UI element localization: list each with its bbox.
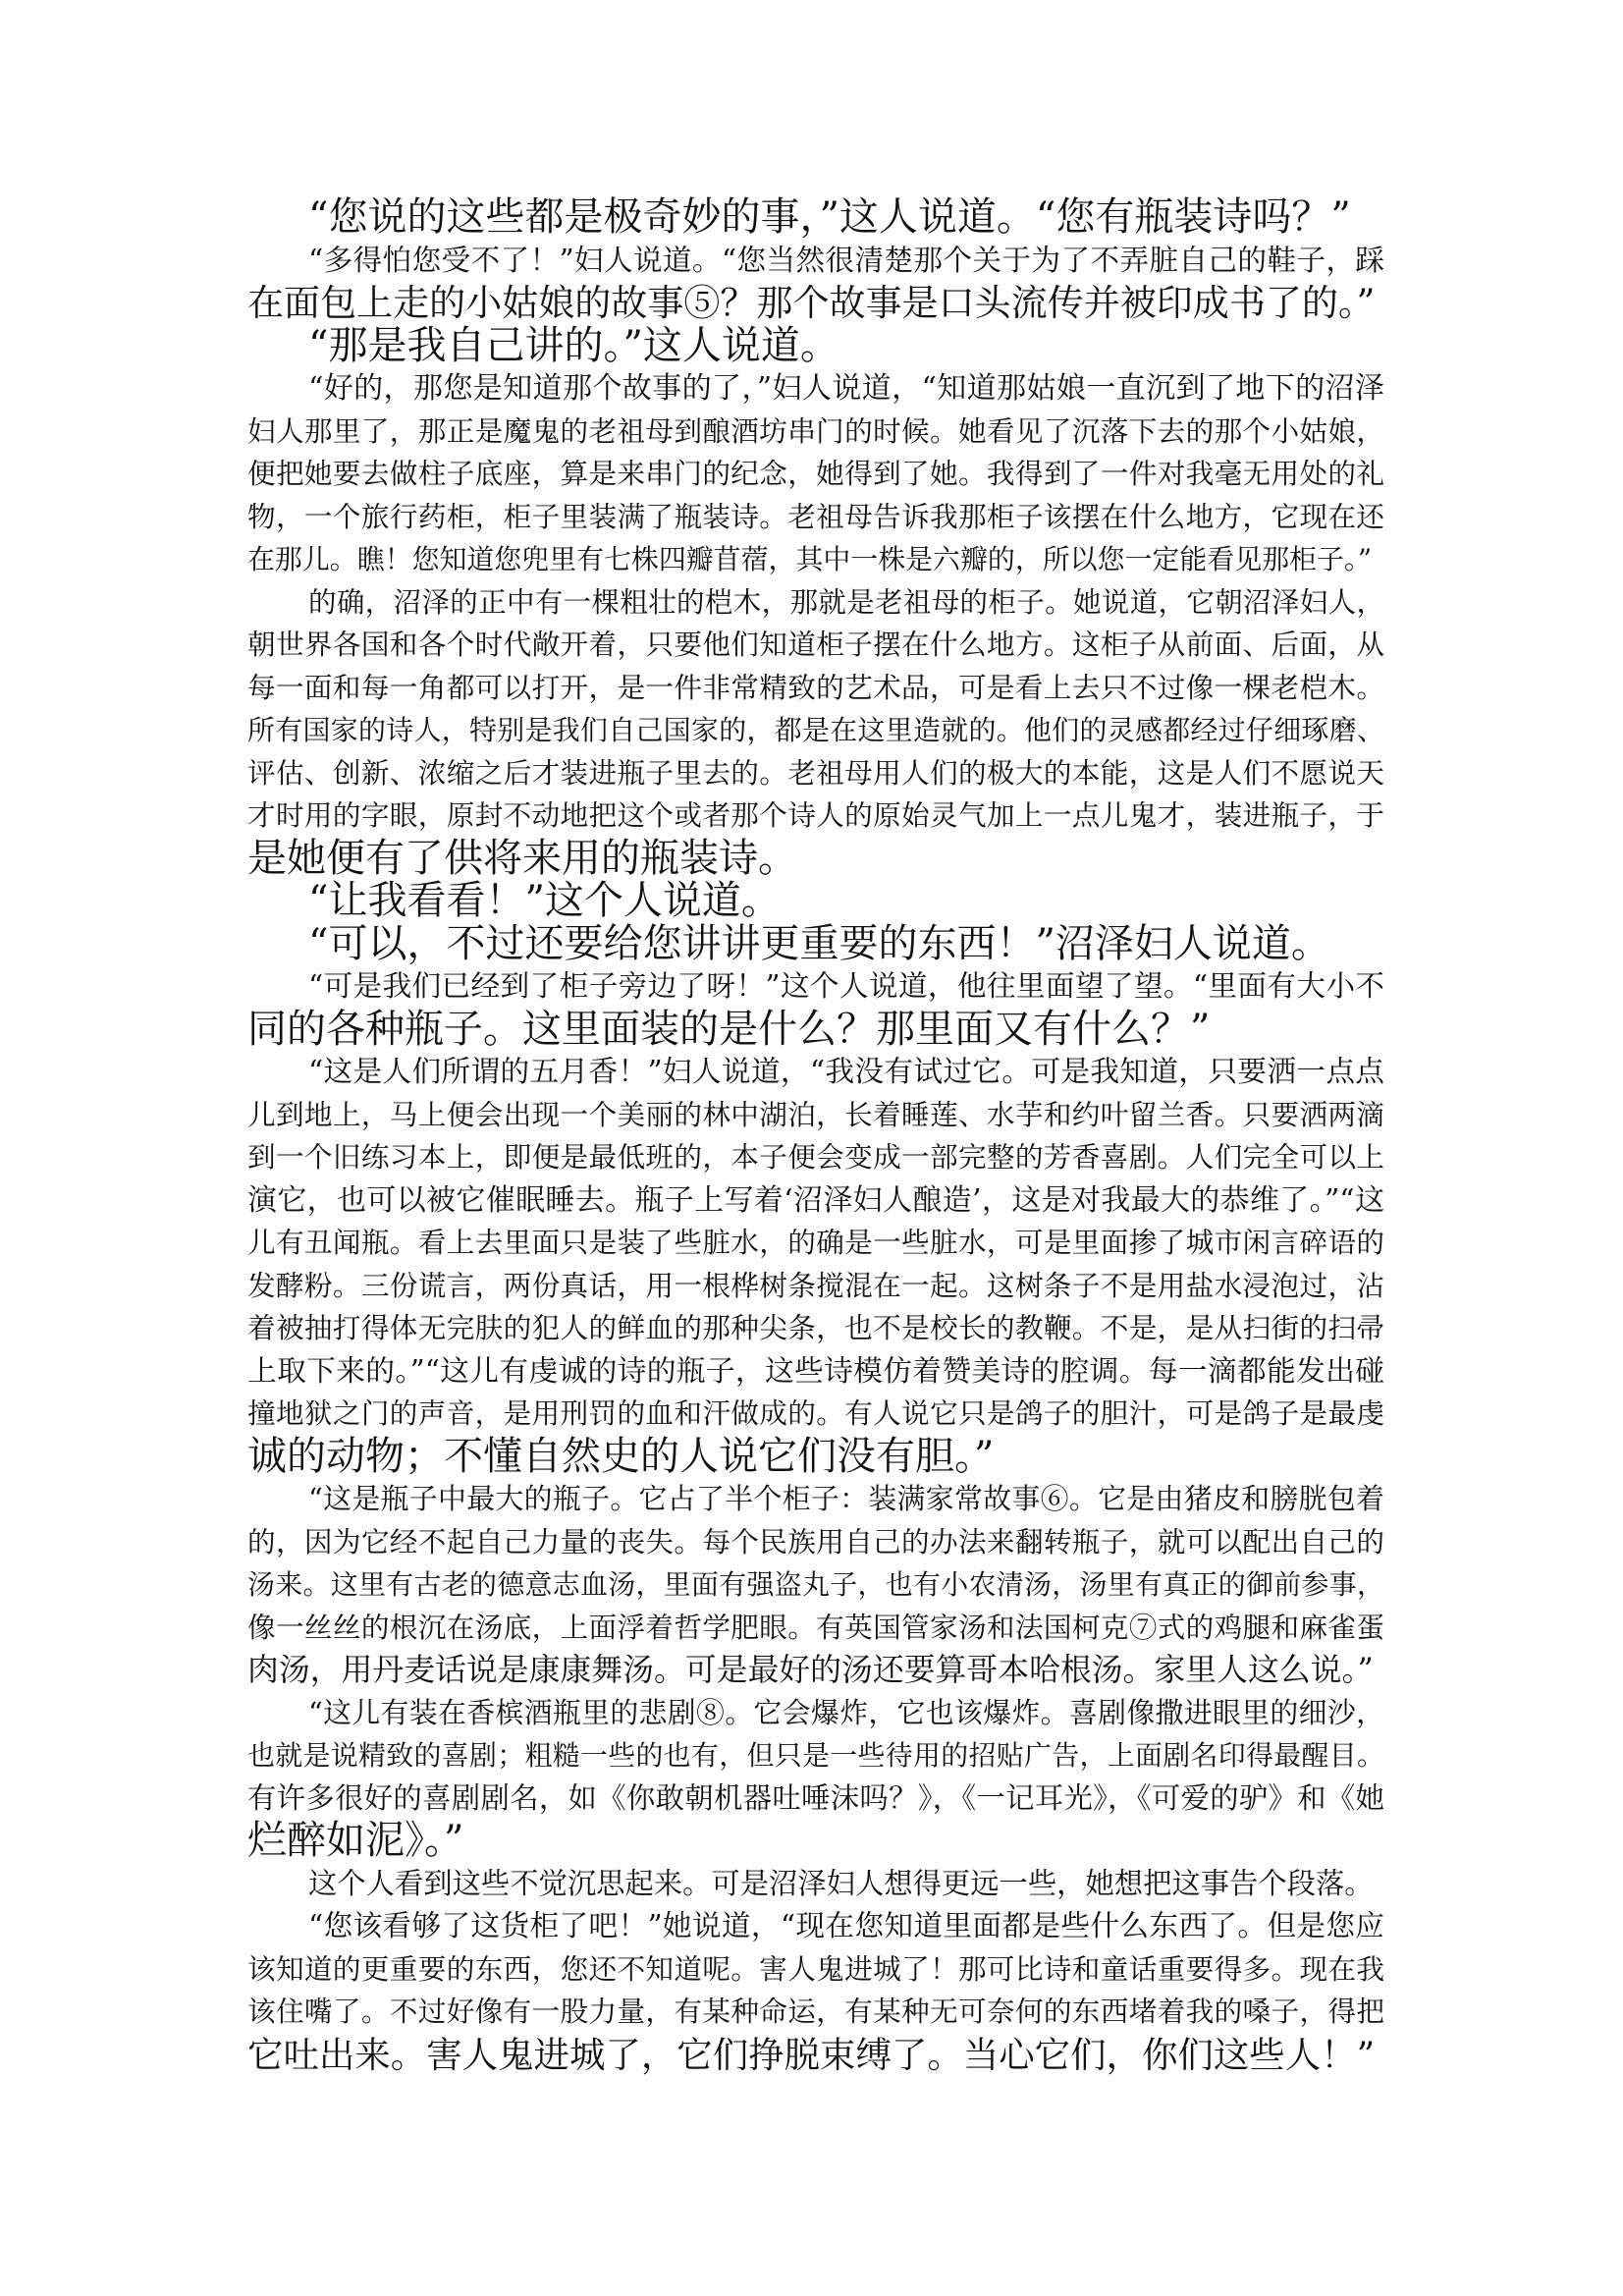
text-line bbox=[247, 282, 1384, 325]
text-line bbox=[247, 965, 1384, 1009]
text-line-content: “好的，那您是知道那个故事的了，”妇人说道，“知道那姑娘一直沉到了地下的沼泽 bbox=[308, 371, 1384, 406]
text-line-content: 也就是说精致的喜剧；粗糙一些的也有，但只是一些待用的招贴广告，上面剧名印得最醒目。 bbox=[247, 1739, 1384, 1772]
text-line-content: 在那儿。瞧！您知道您兜里有七株四瓣苜蓿，其中一株是六瓣的，所以您一定能看见那柜子。” bbox=[247, 543, 1373, 575]
text-line bbox=[247, 1692, 1384, 1735]
paragraph bbox=[247, 367, 1384, 581]
text-line-content: 该知道的更重要的东西，您还不知道呢。害人鬼进城了！那可比诗和童话重要得多。现在我 bbox=[247, 1951, 1384, 1986]
text-line-content: 所有国家的诗人，特别是我们自己国家的，都是在这里造就的。他们的灵感都经过仔细琢磨、 bbox=[247, 714, 1384, 746]
paragraph bbox=[247, 581, 1384, 881]
text-line-content: “多得怕您受不了！”妇人说道。“您当然很清楚那个关于为了不弄脏自己的鞋子，踩 bbox=[308, 243, 1384, 278]
text-line bbox=[247, 1094, 1384, 1137]
text-line bbox=[247, 496, 1384, 539]
text-line-content: “您说的这些都是极奇妙的事，”这人说道。“您有瓶装诗吗？” bbox=[308, 194, 1351, 240]
text-line bbox=[247, 538, 1384, 581]
paragraph bbox=[247, 1863, 1384, 1906]
text-line-content: “可是我们已经到了柜子旁边了呀！”这个人说道，他往里面望了望。“里面有大小不 bbox=[308, 969, 1384, 1004]
text-line-content: 每一面和每一角都可以打开，是一件非常精致的艺术品，可是看上去只不过像一棵老桤木。 bbox=[247, 670, 1384, 704]
text-line bbox=[247, 1905, 1384, 1948]
text-line-content: 该住嘴了。不过好像有一股力量，有某种命运，有某种无可奈何的东西堵着我的嗓子，得把 bbox=[247, 1995, 1384, 2028]
text-line bbox=[247, 1350, 1384, 1394]
paragraph bbox=[247, 880, 1384, 923]
text-line bbox=[247, 367, 1384, 410]
text-line bbox=[247, 1607, 1384, 1650]
document-body bbox=[247, 196, 1384, 2076]
paragraph bbox=[247, 1478, 1384, 1692]
text-line bbox=[247, 880, 1384, 923]
text-line bbox=[247, 581, 1384, 625]
text-line-content: 像一丝丝的根沉在汤底，上面浮着哲学肥眼。有英国管家汤和法国柯克⑦式的鸡腿和麻雀蛋 bbox=[247, 1610, 1384, 1644]
text-line-content: 它吐出来。害人鬼进城了，它们挣脱束缚了。当心它们，你们这些人！” bbox=[247, 2033, 1376, 2076]
text-line bbox=[247, 1179, 1384, 1223]
text-line-content: 儿有丑闻瓶。看上去里面只是装了些脏水，的确是一些脏水，可是里面掺了城市闲言碎语的 bbox=[247, 1226, 1384, 1259]
text-line-content: 是她便有了供将来用的瓶装诗。 bbox=[247, 835, 797, 881]
text-line bbox=[247, 1521, 1384, 1564]
text-line bbox=[247, 410, 1384, 454]
text-line-content: 便把她要去做柱子底座，算是来串门的纪念，她得到了她。我得到了一件对我毫无用处的礼 bbox=[247, 457, 1384, 490]
text-line-content: “这儿有装在香槟酒瓶里的悲剧⑧。它会爆炸，它也该爆炸。喜剧像撒进眼里的细沙， bbox=[308, 1695, 1384, 1729]
text-line bbox=[247, 196, 1384, 240]
text-line bbox=[247, 1265, 1384, 1308]
text-line-content: 的，因为它经不起自己力量的丧失。每个民族用自己的办法来翻转瓶子，就可以配出自己的 bbox=[247, 1524, 1384, 1558]
text-line bbox=[247, 322, 1384, 368]
paragraph bbox=[247, 920, 1384, 966]
text-line-content: 物，一个旅行药柜，柜子里装满了瓶装诗。老祖母告诉我那柜子该摆在什么地方，它现在还 bbox=[247, 499, 1384, 533]
text-line-content: “让我看看！”这个人说道。 bbox=[308, 878, 781, 923]
text-line-content: 发酵粉。三份谎言，两份真话，用一根桦树条搅混在一起。这树条子不是用盐水浸泡过，沾 bbox=[247, 1268, 1384, 1302]
text-line-content: “这是人们所谓的五月香！”妇人说道，“我没有试过它。可是我知道，只要洒一点点 bbox=[308, 1055, 1384, 1089]
text-line-content: 儿到地上，马上便会出现一个美丽的林中湖泊，长着睡莲、水芋和约叶留兰香。只要洒两滴 bbox=[247, 1097, 1384, 1131]
text-line bbox=[247, 1307, 1384, 1350]
text-line-content: 妇人那里了，那正是魔鬼的老祖母到酿酒坊串门的时候。她看见了沉落下去的那个小姑娘， bbox=[247, 413, 1384, 448]
paragraph bbox=[247, 196, 1384, 240]
text-line bbox=[247, 1991, 1384, 2034]
text-line-content: “您该看够了这货柜了吧！”她说道，“现在您知道里面都是些什么东西了。但是您应 bbox=[308, 1909, 1384, 1943]
text-line bbox=[247, 920, 1384, 966]
text-line bbox=[247, 709, 1384, 752]
text-line bbox=[247, 835, 1384, 881]
text-line-content: 汤来。这里有古老的德意志血汤，里面有强盗丸子，也有小农清汤，汤里有真正的御前参事， bbox=[247, 1568, 1384, 1601]
text-line bbox=[247, 1006, 1384, 1052]
text-line-content: “这是瓶子中最大的瓶子。它占了半个柜子：装满家常故事⑥。它是由猪皮和膀胱包着 bbox=[308, 1482, 1384, 1515]
text-line-content: 在面包上走的小姑娘的故事⑤？那个故事是口头流传并被印成书了的。” bbox=[247, 282, 1376, 324]
text-line bbox=[247, 1734, 1384, 1777]
text-line bbox=[247, 453, 1384, 496]
text-line bbox=[247, 1136, 1384, 1179]
text-line bbox=[247, 1777, 1384, 1821]
text-line-content: “可以，不过还要给您讲讲更重要的东西！”沼泽妇人说道。 bbox=[308, 920, 1330, 966]
text-line bbox=[247, 1649, 1384, 1692]
text-line-content: 同的各种瓶子。这里面装的是什么？那里面又有什么？” bbox=[247, 1006, 1211, 1052]
text-line-content: 烂醉如泥》。” bbox=[247, 1818, 464, 1863]
text-line bbox=[247, 794, 1384, 838]
text-line-content: 有许多很好的喜剧剧名，如《你敢朝机器吐唾沫吗？》，《一记耳光》，《可爱的驴》和《她 bbox=[247, 1780, 1384, 1815]
text-line-content: 评估、创新、浓缩之后才装进瓶子里去的。老祖母用人们的极大的本能，这是人们不愿说天 bbox=[247, 755, 1384, 790]
text-line-content: 上取下来的。”“这儿有虔诚的诗的瓶子，这些诗模仿着赞美诗的腔调。每一滴都能发出碰 bbox=[247, 1353, 1384, 1389]
paragraph bbox=[247, 1051, 1384, 1478]
paragraph bbox=[247, 965, 1384, 1051]
text-line bbox=[247, 1820, 1384, 1863]
text-line bbox=[247, 240, 1384, 283]
text-line-content: 诚的动物；不懂自然史的人说它们没有胆。” bbox=[247, 1433, 995, 1479]
paragraph bbox=[247, 1905, 1384, 2076]
text-line bbox=[247, 1863, 1384, 1906]
paragraph bbox=[247, 240, 1384, 325]
paragraph bbox=[247, 322, 1384, 368]
text-line bbox=[247, 1393, 1384, 1436]
text-line bbox=[247, 1478, 1384, 1521]
text-line bbox=[247, 1433, 1384, 1479]
text-line-content: 朝世界各国和各个时代敞开着，只要他们知道柜子摆在什么地方。这柜子从前面、后面，从 bbox=[247, 628, 1384, 661]
text-line bbox=[247, 1222, 1384, 1265]
text-line-content: 的确，沼泽的正中有一棵粗壮的桤木，那就是老祖母的柜子。她说道，它朝沼泽妇人， bbox=[308, 585, 1384, 619]
text-line-content: 这个人看到这些不觉沉思起来。可是沼泽妇人想得更远一些，她想把这事告个段落。 bbox=[308, 1866, 1374, 1900]
text-line-content: 演它，也可以被它催眠睡去。瓶子上写着‘沼泽妇人酿造’，这是对我最大的恭维了。”“这 bbox=[247, 1182, 1384, 1218]
text-line bbox=[247, 624, 1384, 667]
text-line-content: 才时用的字眼，原封不动地把这个或者那个诗人的原始灵气加上一点儿鬼才，装进瓶子，于 bbox=[247, 798, 1384, 832]
text-line bbox=[247, 667, 1384, 710]
text-line-content: 撞地狱之门的声音，是用刑罚的血和汗做成的。有人说它只是鸽子的胆汁，可是鸽子是最虔 bbox=[247, 1396, 1384, 1430]
text-line-content: “那是我自己讲的。”这人说道。 bbox=[308, 322, 839, 368]
paragraph bbox=[247, 1692, 1384, 1863]
text-line bbox=[247, 2034, 1384, 2077]
text-line-content: 到一个旧练习本上，即便是最低班的，本子便会变成一部完整的芳香喜剧。人们完全可以上 bbox=[247, 1140, 1384, 1174]
text-line bbox=[247, 752, 1384, 795]
text-line-content: 着被抽打得体无完肤的犯人的鲜血的那种尖条，也不是校长的教鞭。不是，是从扫街的扫帚 bbox=[247, 1311, 1384, 1344]
text-line bbox=[247, 1051, 1384, 1094]
text-line bbox=[247, 1948, 1384, 1992]
text-line-content: 肉汤，用丹麦话说是康康舞汤。可是最好的汤还要算哥本哈根汤。家里人这么说。” bbox=[247, 1651, 1374, 1688]
text-line bbox=[247, 1563, 1384, 1607]
